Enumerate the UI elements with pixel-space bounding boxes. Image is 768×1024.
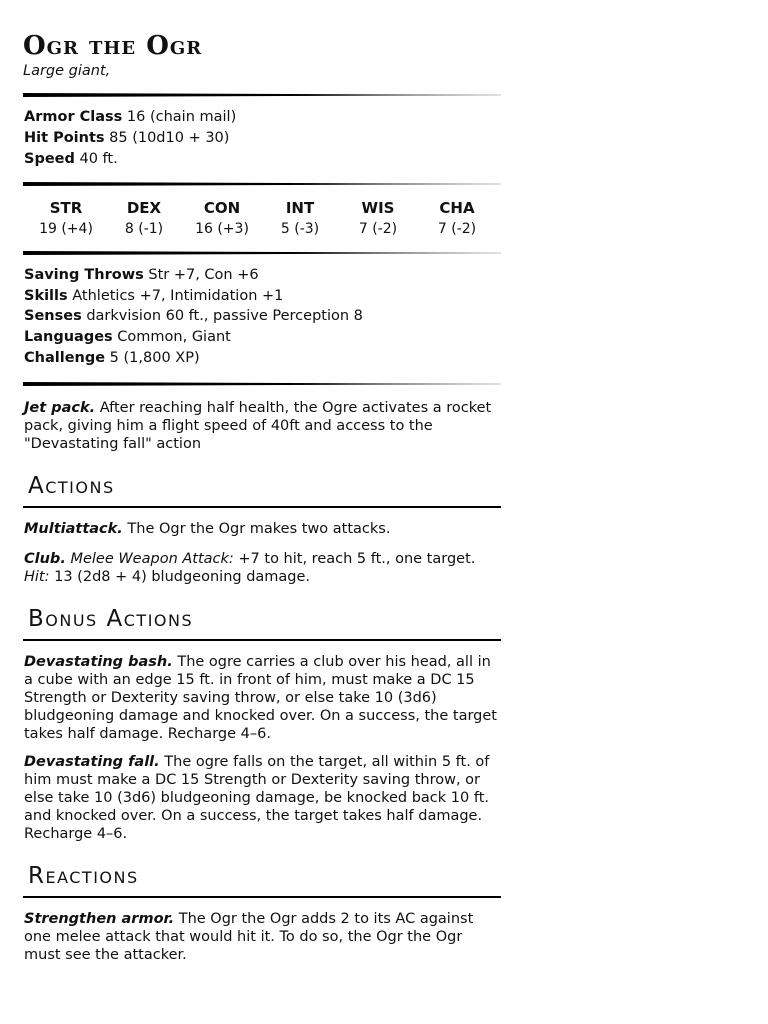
action-name: Devastating bash.	[24, 654, 173, 670]
action-name: Strengthen armor.	[24, 911, 175, 927]
skills-label: Skills	[24, 288, 68, 304]
saving-throws-value: Str +7, Con +6	[148, 267, 259, 283]
senses-line	[24, 306, 363, 327]
ability-label: CHA	[439, 199, 475, 217]
hit-text: 13 (2d8 + 4) bludgeoning damage.	[54, 569, 311, 585]
section-rule	[23, 896, 501, 898]
divider	[23, 93, 501, 97]
divider	[23, 182, 501, 186]
hit-points-value: 85 (10d10 + 30)	[109, 130, 230, 146]
divider	[23, 251, 501, 255]
actions-heading: Actions	[28, 473, 115, 499]
attack-type: Melee Weapon Attack:	[70, 551, 234, 567]
ability-label: WIS	[361, 199, 395, 217]
hit-label: Hit:	[24, 569, 50, 585]
trait-name: Jet pack.	[24, 400, 96, 416]
ability-con	[182, 198, 262, 239]
ability-label: INT	[285, 199, 315, 217]
ability-label: STR	[49, 199, 83, 217]
ability-cha	[417, 198, 497, 239]
skills-value: Athletics +7, Intimidation +1	[72, 288, 284, 304]
speed-value: 40 ft.	[79, 151, 118, 167]
challenge-label: Challenge	[24, 350, 106, 366]
armor-class-value: 16 (chain mail)	[126, 109, 237, 125]
ability-wis	[338, 198, 418, 239]
action-text: The Ogr the Ogr adds 2 to its AC against one melee attack that would hit it. To do so, the Ogr the Ogr must see the attacker.	[24, 911, 474, 963]
languages-line	[24, 327, 231, 348]
ability-score: 5 (-3)	[280, 221, 320, 237]
reaction-strengthen-armor	[24, 910, 500, 964]
section-rule	[23, 639, 501, 641]
bonus-actions-heading: Bonus Actions	[28, 606, 194, 632]
armor-class-label: Armor Class	[24, 109, 123, 125]
action-multiattack	[24, 520, 500, 538]
action-text: The ogre falls on the target, all within 5 ft. of him must make a DC 15 Strength or Dexterity saving throw, or else take 10 (3d6) bludgeoning damage, be knocked back 10 ft. and knocked over. On a success, the target takes half damage. Recharge 4–6.	[24, 754, 490, 842]
action-text: +7 to hit, reach 5 ft., one target.	[238, 551, 476, 567]
speed-label: Speed	[24, 151, 75, 167]
bonus-devastating-bash	[24, 653, 500, 743]
hit-points-line	[24, 128, 229, 149]
action-name: Multiattack.	[24, 521, 123, 537]
challenge-value: 5 (1,800 XP)	[109, 350, 200, 366]
speed-line	[24, 149, 118, 170]
languages-label: Languages	[24, 329, 113, 345]
action-text: The ogre carries a club over his head, all in a cube with an edge 15 ft. in front of him, must make a DC 15 Strength or Dexterity saving throw, or else take 10 (3d6) bludgeoning damage and knocked over. On a success, the target takes half damage. Recharge 4–6.	[24, 654, 497, 742]
hit-points-label: Hit Points	[24, 130, 105, 146]
skills-line	[24, 286, 283, 307]
reactions-heading: Reactions	[28, 863, 139, 889]
ability-score: 7 (-2)	[437, 221, 477, 237]
ability-dex	[104, 198, 184, 239]
saving-throws-line	[24, 265, 259, 286]
languages-value: Common, Giant	[117, 329, 231, 345]
saving-throws-label: Saving Throws	[24, 267, 144, 283]
senses-value: darkvision 60 ft., passive Perception 8	[86, 308, 363, 324]
challenge-line	[24, 348, 200, 369]
ability-score: 19 (+4)	[39, 221, 93, 237]
monster-type: Large giant,	[23, 63, 111, 79]
trait-text: After reaching half health, the Ogre activates a rocket pack, giving him a flight speed of 40ft and access to the "Devastating fall" action	[24, 400, 492, 452]
ability-label: DEX	[126, 199, 162, 217]
ability-int	[260, 198, 340, 239]
divider	[23, 382, 501, 386]
armor-class-line	[24, 107, 236, 128]
section-rule	[23, 506, 501, 508]
action-name: Devastating fall.	[24, 754, 160, 770]
senses-label: Senses	[24, 308, 82, 324]
bonus-devastating-fall	[24, 753, 500, 843]
trait-jet-pack	[24, 399, 500, 453]
monster-name: Ogr the Ogr	[23, 31, 203, 61]
ability-label: CON	[203, 199, 241, 217]
ability-score: 16 (+3)	[195, 221, 249, 237]
action-name: Club.	[24, 551, 66, 567]
ability-score: 8 (-1)	[124, 221, 164, 237]
action-text: The Ogr the Ogr makes two attacks.	[127, 521, 391, 537]
action-club	[24, 550, 500, 586]
ability-score: 7 (-2)	[358, 221, 398, 237]
ability-str	[26, 198, 106, 239]
